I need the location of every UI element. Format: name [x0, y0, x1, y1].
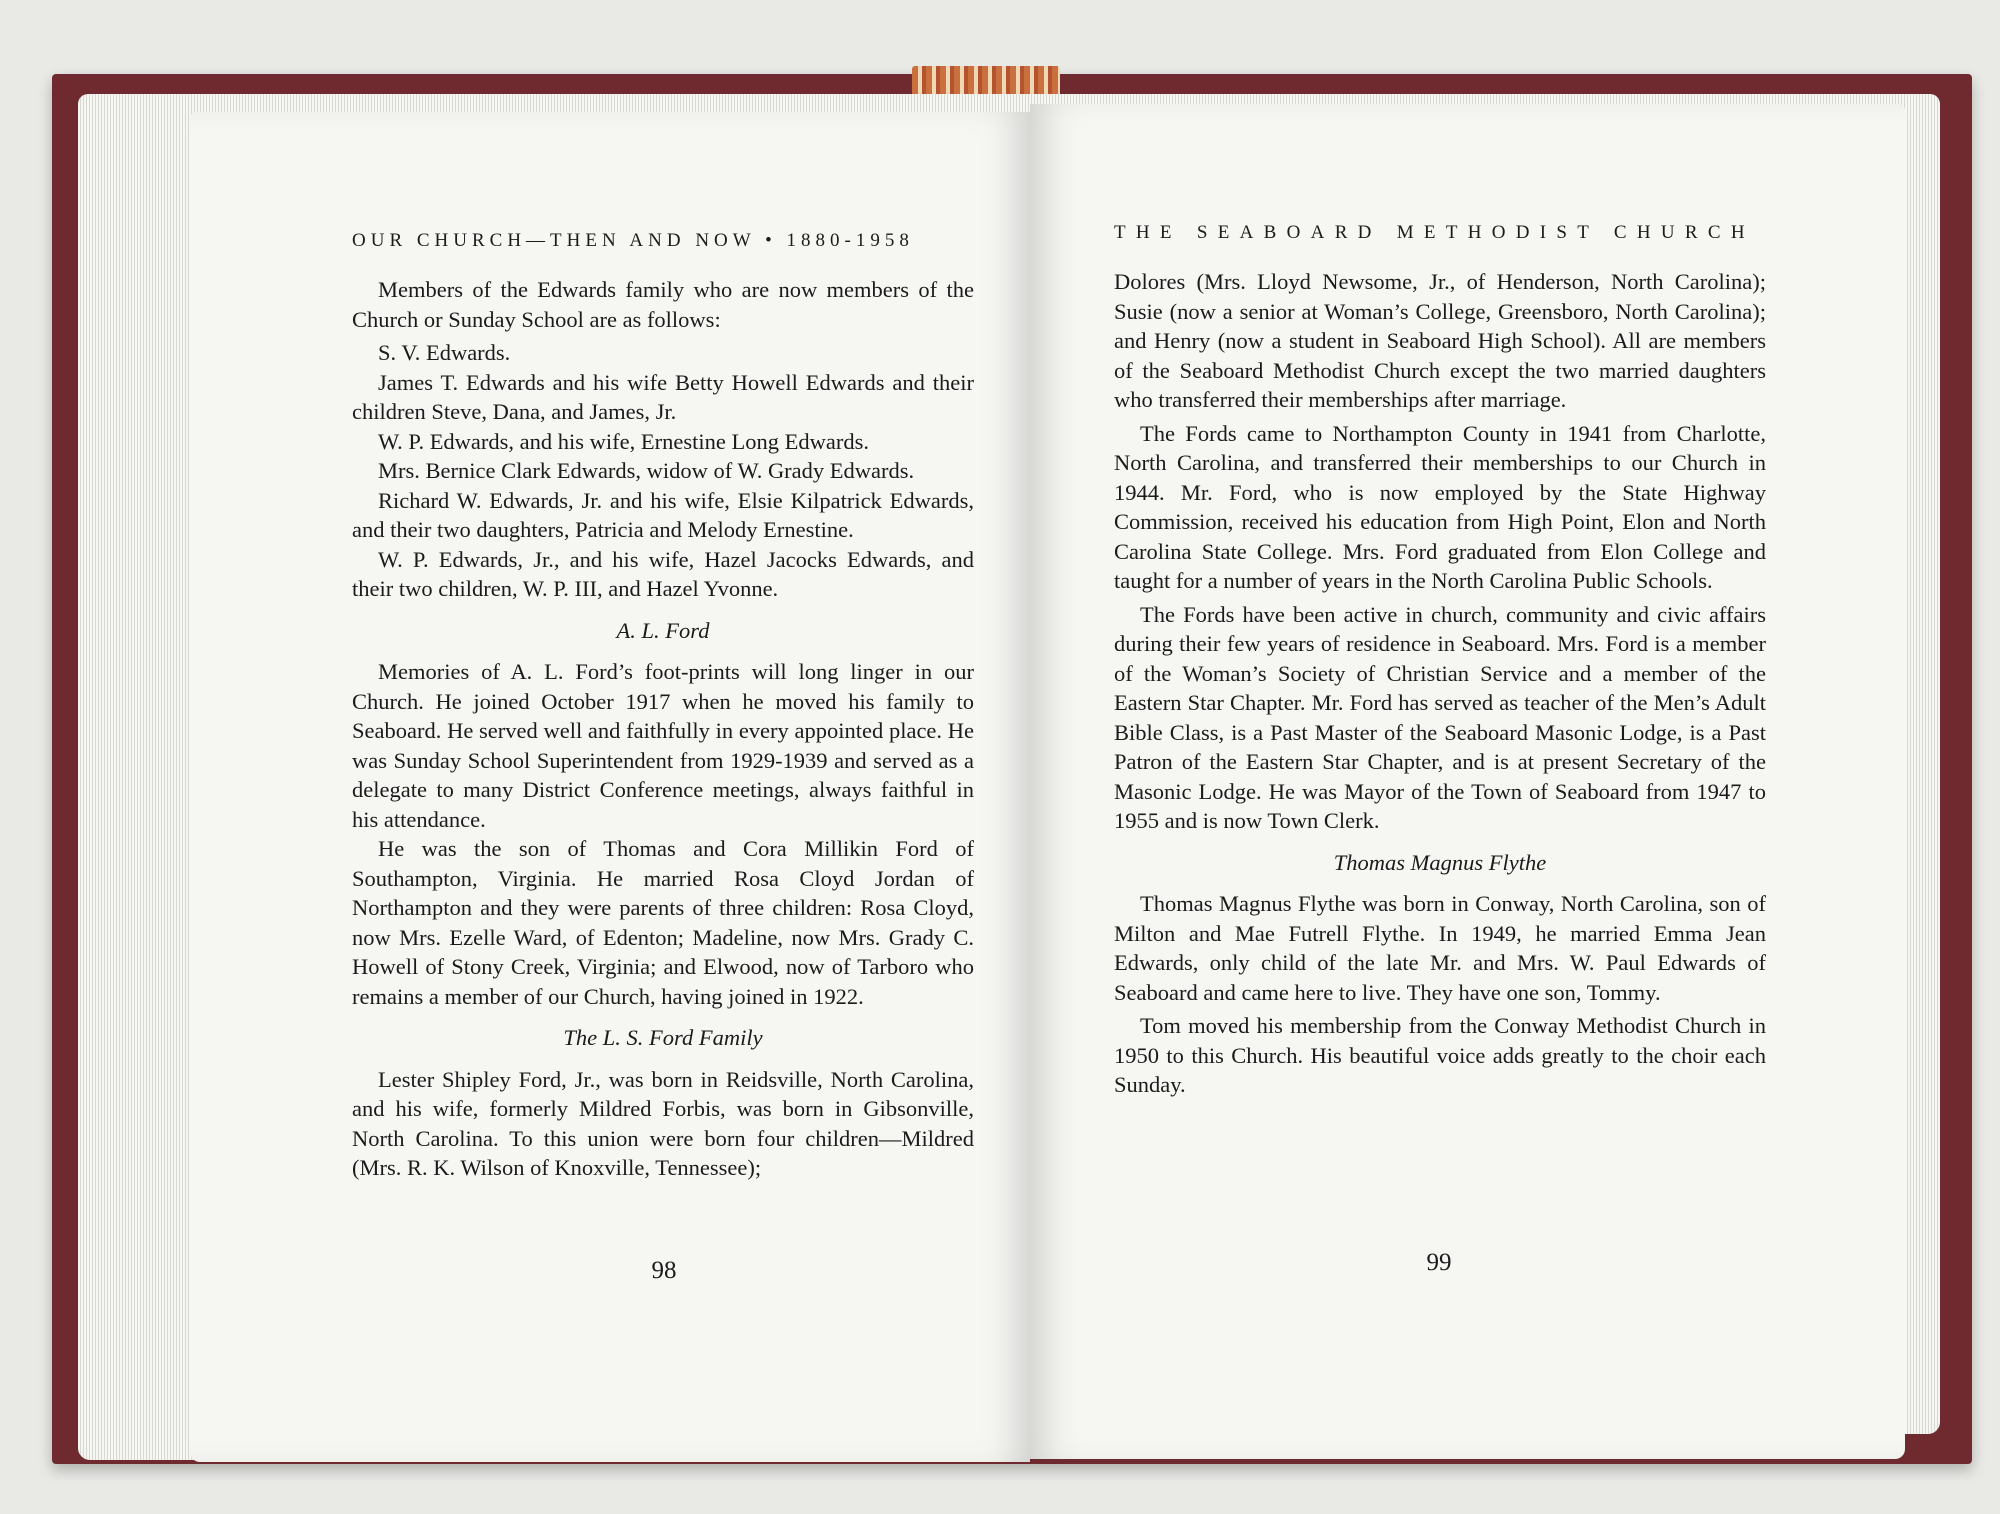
paragraph: W. P. Edwards, and his wife, Ernestine Long Edwards.: [378, 428, 869, 454]
running-head-right: THE SEABOARD METHODIST CHURCH: [1114, 222, 1755, 243]
right-page: [1030, 104, 1905, 1459]
paragraph: Mrs. Bernice Clark Edwards, widow of W. Grady Edwards.: [378, 458, 915, 483]
paragraph: Lester Shipley Ford, Jr., was born in Reidsville, North Carolina, and his wife, formerly Mildred Forbis, was born in Gibsonville, North Carolina. To this union were born four children—Mildred (Mrs. R. K. Wilson of Knoxville, Tennessee);: [352, 1066, 974, 1180]
section-heading: The L. S. Ford Family: [563, 1025, 763, 1050]
paragraph: He was the son of Thomas and Cora Millikin Ford of Southampton, Virginia. He married Rosa Cloyd Jordan of Northampton and they were parents of three children: Rosa Cloyd, now Mrs. Ezelle Ward, of Edenton; Madeline, now Mrs. Grady C. Howell of Stony Creek, Virginia; and Elwood, now of Tarboro who remains a member of our Church, having joined in 1922.: [352, 836, 974, 1009]
paragraph: Dolores (Mrs. Lloyd Newsome, Jr., of Henderson, North Carolina); Susie (now a senior at Woman’s College, Greensboro, North Carolina); and Henry (now a student in Seaboard High School). All are members of the Seaboard Methodist Church except the two married daughters who transferred their memberships after marriage.: [1114, 269, 1766, 412]
paragraph: Richard W. Edwards, Jr. and his wife, Elsie Kilpatrick Edwards, and their two daughters, Patricia and Melody Ernestine.: [352, 487, 974, 542]
page-number: 99: [1426, 1249, 1452, 1276]
section-heading: Thomas Magnus Flythe: [1333, 849, 1547, 875]
paragraph: Tom moved his membership from the Conway Methodist Church in 1950 to this Church. His beautiful voice adds greatly to the choir each Sunday.: [1114, 1013, 1766, 1097]
paragraph: The Fords have been active in church, community and civic affairs during their few years of residence in Seaboard. Mrs. Ford is a member of the Woman’s Society of Christian Service and a member of the Eastern Star Chapter. Mr. Ford has served as teacher of the Men’s Adult Bible Class, is a Past Master of the Seaboard Masonic Lodge, is a Past Patron of the Eastern Star Chapter, and is at present Secretary of the Masonic Lodge. He was Mayor of the Town of Seaboard from 1947 to 1955 and is now Town Clerk.: [1114, 601, 1766, 833]
section-heading: A. L. Ford: [616, 617, 710, 643]
left-page-text: [352, 275, 974, 1183]
right-page-text: [1114, 267, 1766, 1100]
paragraph: Members of the Edwards family who are now members of the Church or Sunday School are as follows:: [352, 277, 974, 332]
running-head-left: OUR CHURCH—THEN AND NOW • 1880-1958: [352, 230, 914, 251]
paragraph: Thomas Magnus Flythe was born in Conway, North Carolina, son of Milton and Mae Futrell Flythe. In 1949, he married Emma Jean Edwards, only child of the late Mr. and Mrs. W. Paul Edwards of Seaboard and came here to live. They have one son, Tommy.: [1114, 891, 1766, 1005]
paragraph: Memories of A. L. Ford’s foot-prints will long linger in our Church. He joined October 1917 when he moved his family to Seaboard. He served well and faithfully in every appointed place. He was Sunday School Superintendent from 1929-1939 and served as a delegate to many District Conference meetings, always faithful in his attendance.: [352, 659, 974, 832]
paragraph: James T. Edwards and his wife Betty Howell Edwards and their children Steve, Dana, and James, Jr.: [352, 369, 974, 424]
paragraph: S. V. Edwards.: [378, 340, 511, 365]
paragraph: W. P. Edwards, Jr., and his wife, Hazel Jacocks Edwards, and their two children, W. P. III, and Hazel Yvonne.: [352, 546, 974, 601]
page-number: 98: [651, 1257, 677, 1284]
left-page: [190, 112, 1030, 1462]
paragraph: The Fords came to Northampton County in 1941 from Charlotte, North Carolina, and transferred their memberships to our Church in 1944. Mr. Ford, who is now employed by the State Highway Commission, received his education from High Point, Elon and North Carolina State College. Mrs. Ford graduated from Elon College and taught for a number of years in the North Carolina Public Schools.: [1114, 420, 1766, 593]
